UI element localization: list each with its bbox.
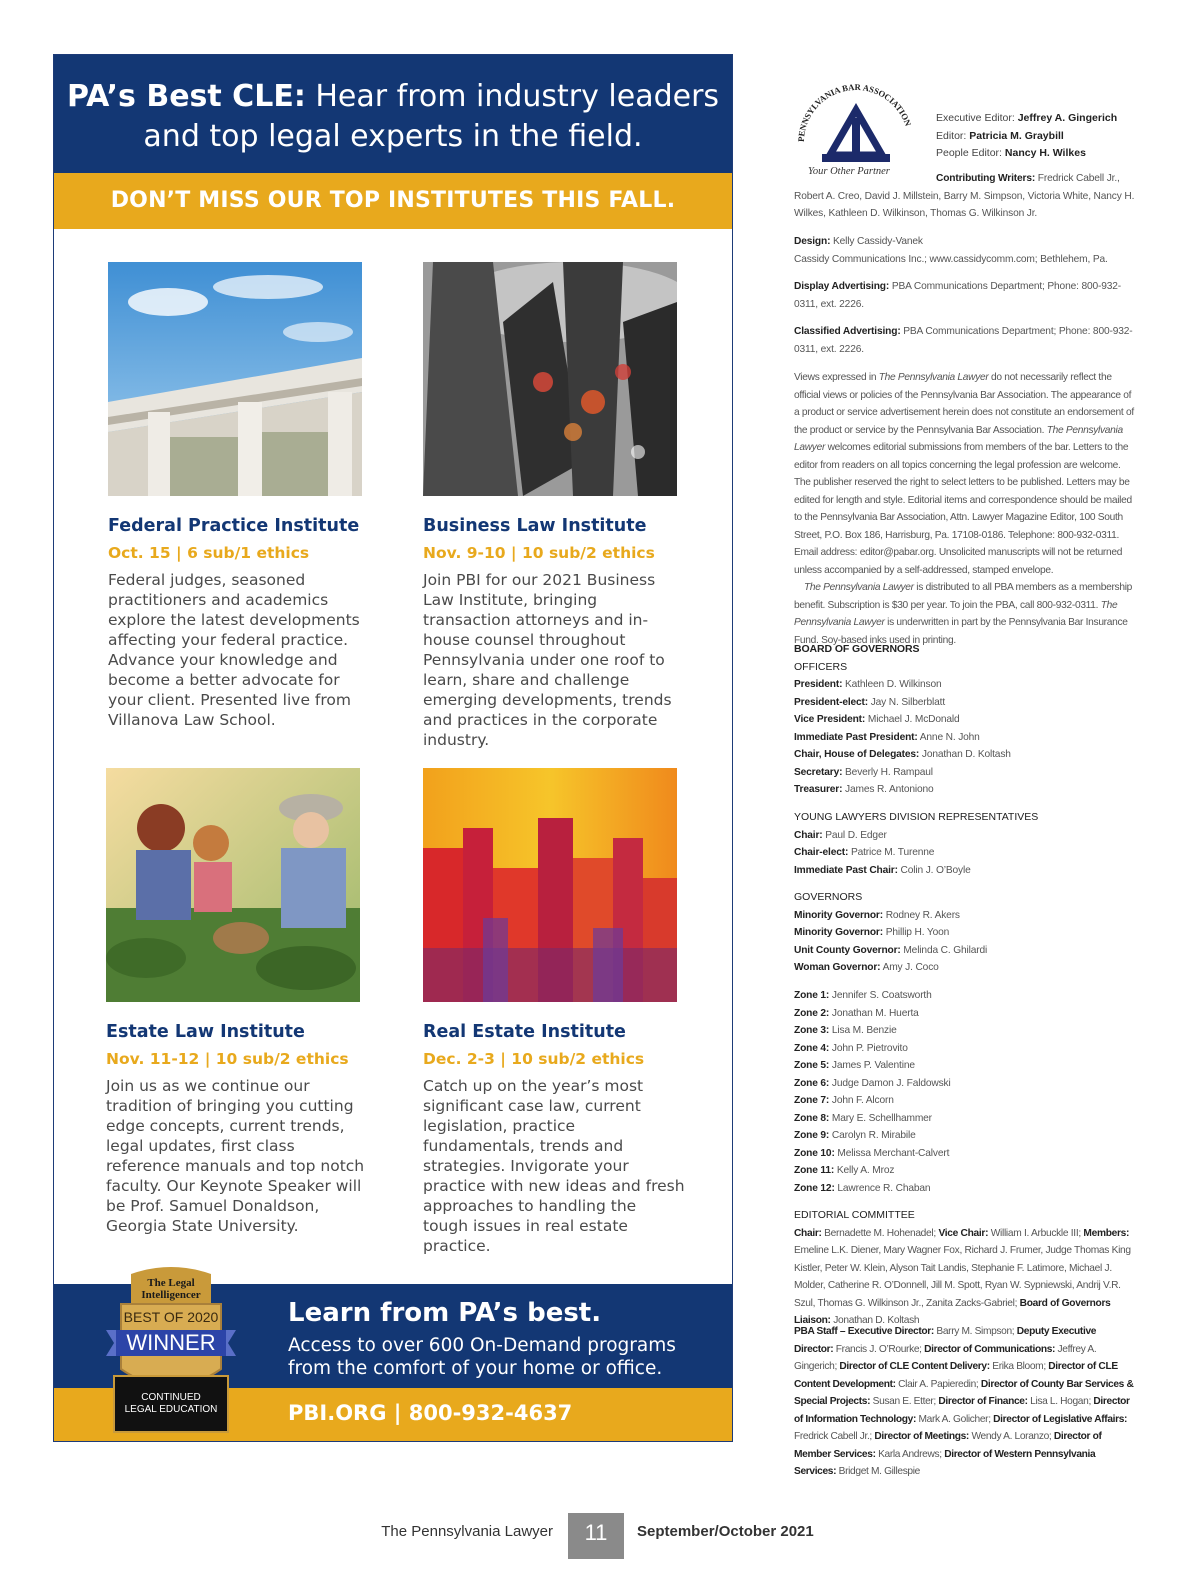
magazine-name: The Pennsylvania Lawyer bbox=[794, 424, 1123, 453]
yld-heading: YOUNG LAWYERS DIVISION REPRESENTATIVES bbox=[794, 811, 1039, 823]
yld-line: Immediate Past Chair: Colin J. O’Boyle bbox=[794, 864, 971, 876]
institute-estate-law bbox=[106, 768, 368, 1236]
zone-line: Zone 5: James P. Valentine bbox=[794, 1060, 915, 1071]
institute-date: Oct. 15 | 6 sub/1 ethics bbox=[108, 544, 310, 562]
editor-line bbox=[936, 145, 1117, 163]
headline-line2: and top legal experts in the field. bbox=[143, 119, 643, 154]
institute-description: Federal judges, seasoned practitioners and academics explore the latest developments affecting your federal practice. Advance your knowledge and become a better advocate for your client. Presented live from Villanova Law School. bbox=[108, 571, 360, 729]
institute-date: Nov. 11-12 | 10 sub/2 ethics bbox=[106, 1050, 349, 1068]
zone-line: Zone 9: Carolyn R. Mirabile bbox=[794, 1130, 916, 1141]
officer-line: Secretary: Beverly H. Rampaul bbox=[794, 766, 933, 778]
award-winner: WINNER bbox=[126, 1330, 216, 1355]
subscription-part: is distributed to all PBA members as a membership benefit. Subscription is $30 per year. To join the PBA, call 800-932-0311. bbox=[794, 582, 1133, 611]
institute-description: Join us as we continue our tradition of bringing you cutting edge concepts, current trends, legal updates, first class reference manuals and top notch faculty. Our Keynote Speaker will be Prof. Samuel Donaldson, Georgia State University. bbox=[106, 1077, 365, 1235]
magazine-name: The Pennsylvania Lawyer bbox=[804, 582, 914, 593]
pbi-advertisement bbox=[53, 54, 733, 1442]
editor-name: Jeffrey A. Gingerich bbox=[1017, 112, 1118, 124]
editor-line bbox=[936, 110, 1117, 128]
logo-tagline: Your Other Partner bbox=[808, 166, 890, 177]
zone-line: Zone 2: Jonathan M. Huerta bbox=[794, 1007, 919, 1019]
footer-title: Learn from PA’s best. bbox=[288, 1298, 602, 1328]
governor-line: Minority Governor: Phillip H. Yoon bbox=[794, 927, 950, 938]
young-lawyers-division bbox=[794, 809, 1136, 879]
officer-line: Vice President: Michael J. McDonald bbox=[794, 714, 960, 725]
disclaimer-part: welcomes editorial submissions from members of the bar. Letters to the editor from readers on all topics concerning the legal profession are welcome. The publisher reserved the right to select letters to be published. Letters may be edited for length and style. Editorial items and correspondence should be mailed to the Pennsylvania Bar Association, Attn. Lawyer Magazine Editor, 100 South Street, P.O. Box 186, Harrisburg, Pa. 17108-0186. Telephone: 800-932-0311. Email address: editor@pabar.org. Unsolicited manuscripts will not be returned unless accompanied by a self-addressed, stamped envelope. bbox=[794, 442, 1132, 576]
design-credit bbox=[794, 233, 1136, 268]
classified-label: Classified Advertising: bbox=[794, 326, 901, 337]
zone-line: Zone 8: Mary E. Schellhammer bbox=[794, 1112, 932, 1124]
display-text: PBA Communications Department; Phone: 800-932-0311, ext. 2226. bbox=[794, 281, 1122, 310]
design-company: Cassidy Communications Inc.; www.cassidycomm.com; Bethlehem, Pa. bbox=[794, 253, 1108, 265]
editor-name: Patricia M. Graybill bbox=[969, 129, 1064, 142]
contributing-writers bbox=[794, 170, 1136, 223]
magazine-name: The Pennsylvania Lawyer bbox=[794, 599, 1118, 628]
ad-headline bbox=[54, 55, 732, 173]
display-label: Display Advertising: bbox=[794, 281, 890, 292]
zone-line: Zone 3: Lisa M. Benzie bbox=[794, 1025, 897, 1036]
footer-text: Access to over 600 On-Demand programs from the comfort of your home or office. bbox=[288, 1335, 676, 1379]
officer-line: President: Kathleen D. Wilkinson bbox=[794, 679, 942, 690]
award-cat1: CONTINUED bbox=[141, 1392, 201, 1403]
zone-line: Zone 11: Kelly A. Mroz bbox=[794, 1165, 895, 1176]
zone-line: Zone 12: Lawrence R. Chaban bbox=[794, 1182, 931, 1194]
institute-title: Estate Law Institute bbox=[106, 1022, 305, 1042]
institute-federal-practice bbox=[108, 262, 370, 730]
editor-role: Editor: bbox=[936, 129, 967, 142]
officer-line: Immediate Past President: Anne N. John bbox=[794, 731, 980, 743]
design-name: Kelly Cassidy-Vanek bbox=[833, 236, 923, 247]
headline-bold: PA’s Best CLE: bbox=[66, 79, 306, 114]
editor-name: Nancy H. Wilkes bbox=[1004, 147, 1086, 159]
editors-list bbox=[936, 110, 1117, 163]
institute-title: Federal Practice Institute bbox=[108, 516, 360, 536]
disclaimer bbox=[794, 369, 1136, 649]
editorial-heading: EDITORIAL COMMITTEE bbox=[794, 1209, 915, 1221]
classified-text: PBA Communications Department; Phone: 800-932-0311, ext. 2226. bbox=[794, 326, 1133, 355]
display-advertising bbox=[794, 278, 1136, 313]
governor-line: Minority Governor: Rodney R. Akers bbox=[794, 909, 960, 921]
disclaimer-part: do not necessarily reflect the official views or policies of the Pennsylvania Bar Association. The appearance of a product or service advertisement herein does not constitute an endorsement of the product or service by the Pennsylvania Bar Association. bbox=[794, 372, 1134, 436]
officer-line: President-elect: Jay N. Silberblatt bbox=[794, 696, 946, 708]
editor-role: People Editor: bbox=[936, 147, 1002, 159]
officer-line: Chair, House of Delegates: Jonathan D. Koltash bbox=[794, 749, 1011, 760]
editorial-committee bbox=[794, 1207, 1136, 1330]
board-heading: BOARD OF GOVERNORS bbox=[794, 643, 920, 655]
governor-line: Unit County Governor: Melinda C. Ghilardi bbox=[794, 944, 988, 956]
magazine-name: The Pennsylvania Lawyer bbox=[878, 372, 989, 383]
award-cat2: LEGAL EDUCATION bbox=[124, 1404, 218, 1415]
footer-magazine-name: The Pennsylvania Lawyer bbox=[381, 1523, 553, 1540]
disclaimer-part: Views expressed in bbox=[794, 372, 877, 383]
zone-governors bbox=[794, 987, 1136, 1197]
subscription-part: is underwritten in part by the Pennsylvania Bar Insurance Fund. Soy-based inks used in printing. bbox=[794, 617, 1128, 646]
logo-arc-text: PENNSYLVANIA BAR ASSOCIATION bbox=[795, 81, 914, 143]
zone-line: Zone 4: John P. Pietrovito bbox=[794, 1042, 908, 1054]
classified-advertising bbox=[794, 323, 1136, 358]
institute-description: Catch up on the year’s most significant case law, current legislation, practice fundamentals, trends and strategies. Invigorate your practice with new ideas and fresh approaches to handling the tough issues in real estate practice. bbox=[423, 1077, 685, 1255]
family-garden-photo bbox=[106, 768, 360, 1002]
institute-real-estate bbox=[423, 768, 685, 1256]
zone-line: Zone 10: Melissa Merchant-Calvert bbox=[794, 1147, 950, 1159]
zone-line: Zone 6: Judge Damon J. Faldowski bbox=[794, 1077, 951, 1089]
yld-line: Chair: Paul D. Edger bbox=[794, 829, 887, 841]
footer-issue-date: September/October 2021 bbox=[637, 1523, 814, 1540]
skyscrapers-photo bbox=[423, 262, 677, 496]
institute-business-law bbox=[423, 262, 685, 750]
zone-line: Zone 7: John F. Alcorn bbox=[794, 1095, 894, 1106]
pba-staff: PBA Staff – Executive Director: Barry M. Simpson; Deputy Executive Director: Francis J. O’Rourke; Director of Communications: Jeffrey A. Gingerich; Director of CLE Content Delivery: Erika Bloom; Director of CLE Content Development: Clair A. Papieredin; Director of County Bar Services & Special Projects: Susan E. Etter; Director of Finance: Lisa L. Hogan; Director of Information Technology: Mark A. Golicher; Director of Legislative Affairs: Fredrick Cabell Jr.; Director of Meetings: Wendy A. Loranzo; Director of Member Services: Karla Andrews; Director of Western Pennsylvania Services: Bridget M. Gillespie bbox=[794, 1326, 1134, 1477]
award-best: BEST OF 2020 bbox=[123, 1309, 219, 1325]
abstract-city-painting bbox=[423, 768, 677, 1002]
institute-title: Real Estate Institute bbox=[423, 1022, 626, 1042]
governors bbox=[794, 889, 1136, 977]
board-of-governors bbox=[794, 641, 1136, 799]
contrib-text: Fredrick Cabell Jr., Robert A. Creo, David J. Millstein, Barry M. Simpson, Victoria White, Nancy H. Wilkes, Kathleen D. Wilkinson, Thomas G. Wilkinson Jr. bbox=[794, 173, 1135, 219]
headline-rest: Hear from industry leaders bbox=[315, 79, 720, 114]
governors-heading: GOVERNORS bbox=[794, 891, 863, 903]
officers-heading: OFFICERS bbox=[794, 660, 848, 673]
editor-role: Executive Editor: bbox=[936, 112, 1015, 124]
institute-date: Dec. 2-3 | 10 sub/2 ethics bbox=[423, 1050, 645, 1068]
courthouse-photo bbox=[108, 262, 362, 496]
footer-contact: PBI.ORG | 800-932-4637 bbox=[288, 1401, 573, 1425]
editor-line bbox=[936, 128, 1117, 146]
subscription-note bbox=[794, 579, 1136, 649]
ad-band: DON’T MISS OUR TOP INSTITUTES THIS FALL. bbox=[54, 173, 732, 229]
yld-line: Chair-elect: Patrice M. Turenne bbox=[794, 847, 935, 858]
institute-title: Business Law Institute bbox=[423, 516, 647, 536]
award-pub1: The Legal bbox=[147, 1277, 195, 1289]
award-pub2: Intelligencer bbox=[141, 1289, 201, 1301]
institute-description: Join PBI for our 2021 Business Law Institute, bringing transaction attorneys and in-house counsel throughout Pennsylvania under one roof to learn, share and challenge emerging developments, trends and practices in the corporate industry. bbox=[423, 571, 672, 749]
institute-date: Nov. 9-10 | 10 sub/2 ethics bbox=[423, 544, 655, 562]
award-badge bbox=[106, 1264, 236, 1436]
editorial-text: Chair: Bernadette M. Hohenadel; Vice Chair: William I. Arbuckle III; Members: Emeline L.K. Diener, Mary Wagner Fox, Richard J. Frumer, Judge Thomas King Kistler, Peter W. Klein, Alyson Tait Landis, Stephanie F. Latimore, Michael J. Molder, Catherine R. O’Donnell, Jill M. Spott, Ryan W. Sypniewski, Andrij V.R. Szul, Thomas G. Wilkinson Jr., Zanita Zacks-Gabriel; Board of Governors Liaison: Jonathan D. Koltash bbox=[794, 1227, 1131, 1326]
page-number: 11 bbox=[568, 1513, 624, 1559]
officer-line: Treasurer: James R. Antoniono bbox=[794, 784, 934, 795]
design-label: Design: bbox=[794, 236, 831, 247]
contrib-label: Contributing Writers: bbox=[936, 173, 1036, 184]
governor-line: Woman Governor: Amy J. Coco bbox=[794, 962, 939, 973]
zone-line: Zone 1: Jennifer S. Coatsworth bbox=[794, 990, 932, 1001]
